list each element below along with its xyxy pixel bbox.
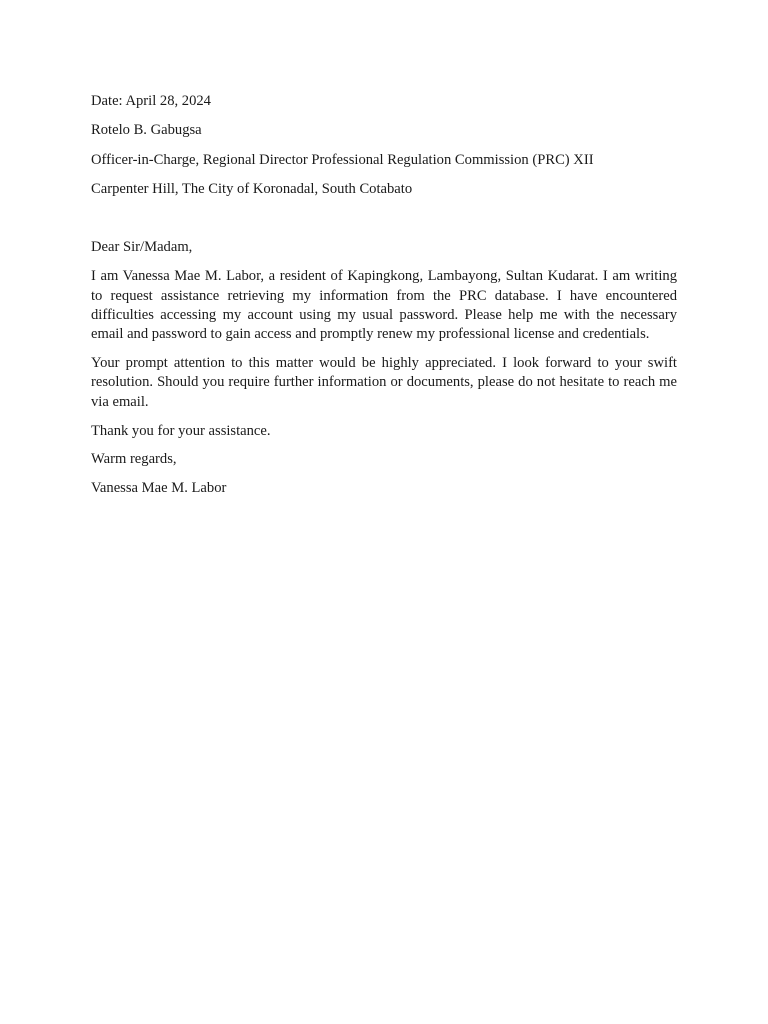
closing: Warm regards, — [91, 451, 177, 468]
salutation: Dear Sir/Madam, — [91, 239, 193, 256]
recipient-address: Carpenter Hill, The City of Koronadal, South Cotabato — [91, 180, 413, 197]
body-paragraph-3: Thank you for your assistance. — [91, 422, 271, 439]
body-paragraph-1: I am Vanessa Mae M. Labor, a resident of Kapingkong, Lambayong, Sultan Kudarat. I am writing to request assistance retrieving my information from the PRC database. I have encountered difficulties accessing my account using my usual password. Please help me with the necessary email and password to gain access and promptly renew my professional license and credentials. — [91, 268, 677, 343]
body-paragraph-2: Your prompt attention to this matter would be highly appreciated. I look forward to your swift resolution. Should you require further information or documents, please do not hesitate to reach me via email. — [91, 355, 677, 410]
recipient-name: Rotelo B. Gabugsa — [91, 122, 202, 139]
signature-name: Vanessa Mae M. Labor — [91, 480, 227, 497]
letter-body — [91, 92, 677, 498]
recipient-title: Officer-in-Charge, Regional Director Professional Regulation Commission (PRC) XII — [91, 151, 594, 168]
letter-date: Date: April 28, 2024 — [91, 93, 211, 109]
